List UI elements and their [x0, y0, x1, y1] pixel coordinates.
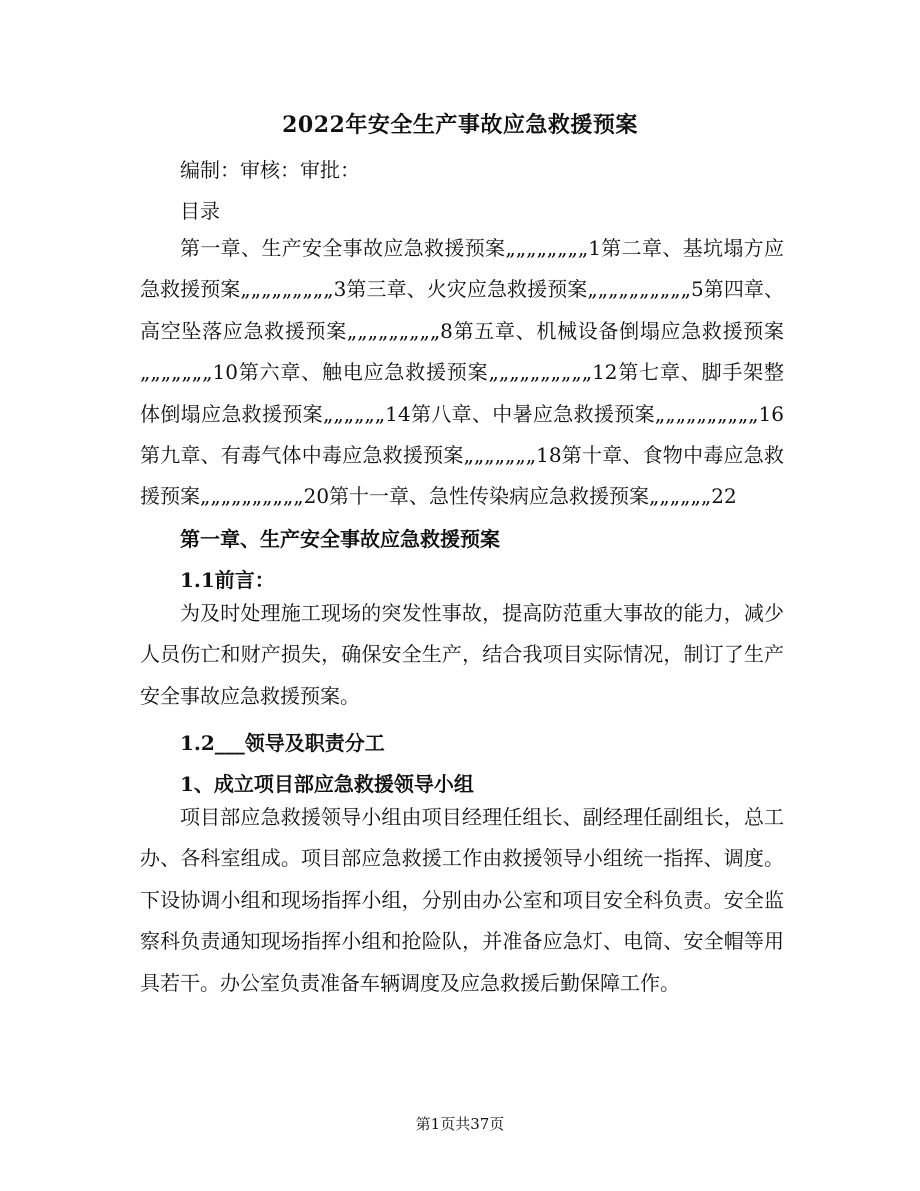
section-1-2-heading: 1.2___领导及职责分工 — [180, 731, 385, 755]
subsection-1-heading: 1、成立项目部应急救援领导小组 — [180, 772, 474, 796]
table-of-contents: 第一章、生产安全事故应急救援预案„„„„„„„„1第二章、基坑塌方应急救援预案„„„„„„„„„3第三章、火灾应急救援预案„„„„„„„„„„5第四章、高空坠落应急救援预案„„„„„„„„„8第五章、机械设备倒塌应急救援预案„„„„„„„10第六章、触电应急救援预案„„„„„„„„„„12第七章、脚手架整体倒塌应急救援预案„„„„„„14第八章、中暑应急救援预案„„„„„„„„„„16第九章、有毒气体中毒应急救援预案„„„„„„„18第十章、食物中毒应急救援预案„„„„„„„„„„20第十一章、急性传染病应急救援预案„„„„„„22 — [140, 236, 784, 509]
section-1-1-heading: 1.1前言： — [180, 568, 275, 592]
subsection-1-paragraph: 项目部应急救援领导小组由项目经理任组长、副经理任副组长，总工办、各科室组成。项目部应急救援工作由救援领导小组统一指挥、调度。下设协调小组和现场指挥小组，分别由办公室和项目安全科负责。安全监察科负责通知现场指挥小组和抢险队，并准备应急灯、电筒、安全帽等用具若干。办公室负责准备车辆调度及应急救援后勤保障工作。 — [140, 805, 784, 995]
toc-heading: 目录 — [180, 199, 220, 223]
meta-line: 编制：审核：审批： — [180, 158, 360, 182]
page-footer: 第1页共37页 — [415, 1115, 505, 1133]
chapter1-heading: 第一章、生产安全事故应急救援预案 — [180, 527, 500, 551]
document-title: 2022年安全生产事故应急救援预案 — [282, 112, 638, 138]
section-1-1-paragraph: 为及时处理施工现场的突发性事故，提高防范重大事故的能力，减少人员伤亡和财产损失，确保安全生产，结合我项目实际情况，制订了生产安全事故应急救援预案。 — [140, 601, 784, 708]
